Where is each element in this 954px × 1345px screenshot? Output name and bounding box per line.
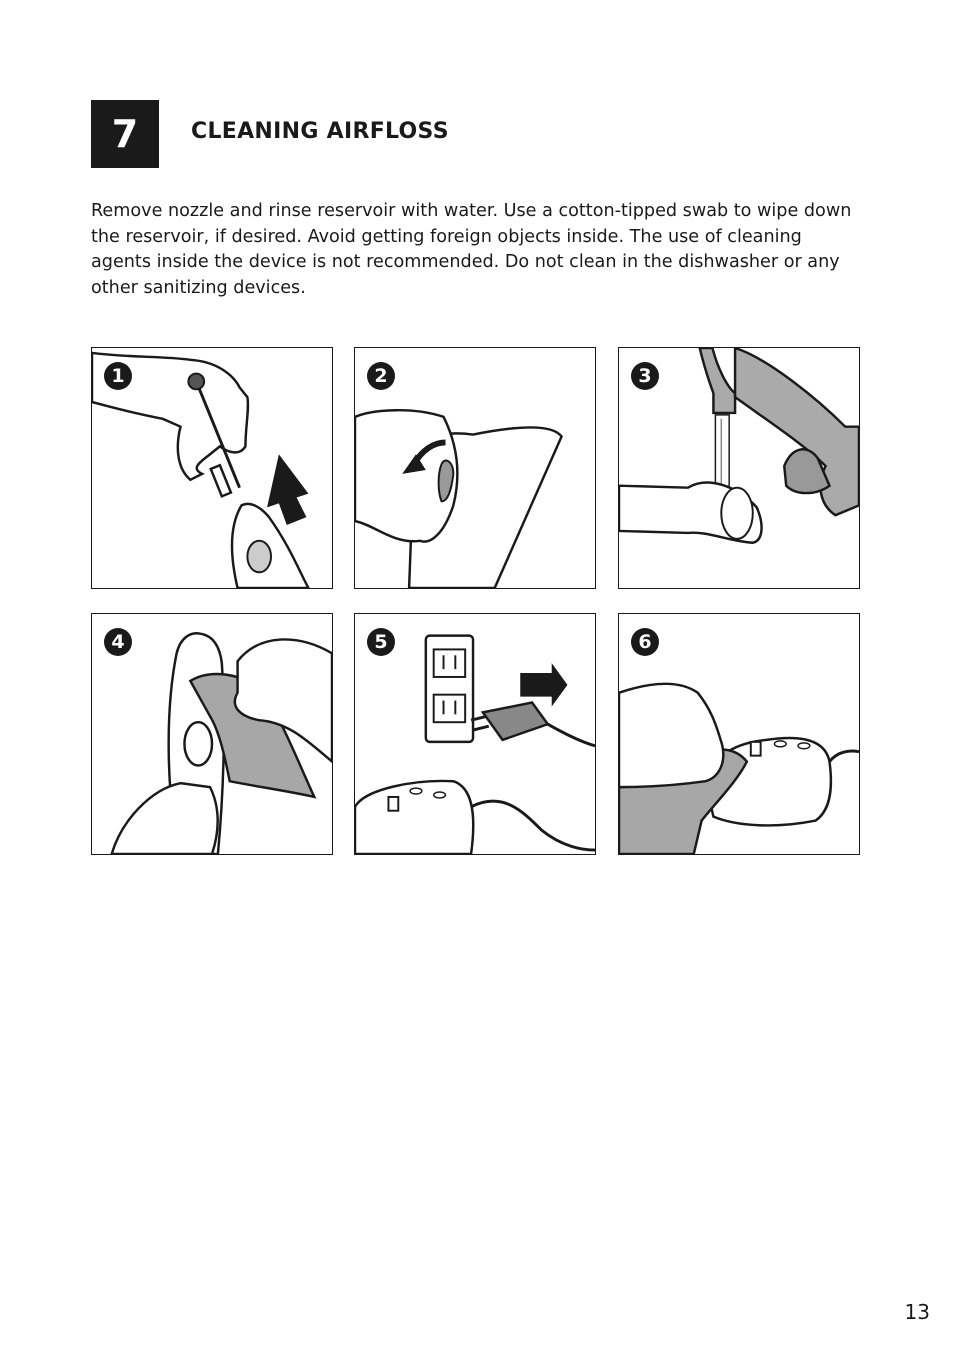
step-panel-1	[91, 347, 333, 589]
step-number-3: 3	[631, 362, 659, 390]
step-number-2: 2	[367, 362, 395, 390]
step-number-4: 4	[104, 628, 132, 656]
step-number-6: 6	[631, 628, 659, 656]
step-number-5: 5	[367, 628, 395, 656]
section-number-badge: 7	[91, 100, 159, 168]
page-number: 13	[904, 1300, 930, 1324]
instructions-paragraph: Remove nozzle and rinse reservoir with water. Use a cotton-tipped swab to wipe down the reservoir, if desired. Avoid getting foreign objects inside. The use of cleaning agents inside the device is not recommended. Do not clean in the dishwasher or any other sanitizing devices.	[91, 201, 852, 298]
step-panel-3	[618, 347, 860, 589]
section-title: CLEANING AIRFLOSS	[191, 119, 449, 144]
step-panel-6	[618, 613, 860, 855]
step-panel-2	[354, 347, 596, 589]
step-number-1: 1	[104, 362, 132, 390]
step-panel-5	[354, 613, 596, 855]
step-panel-4	[91, 613, 333, 855]
